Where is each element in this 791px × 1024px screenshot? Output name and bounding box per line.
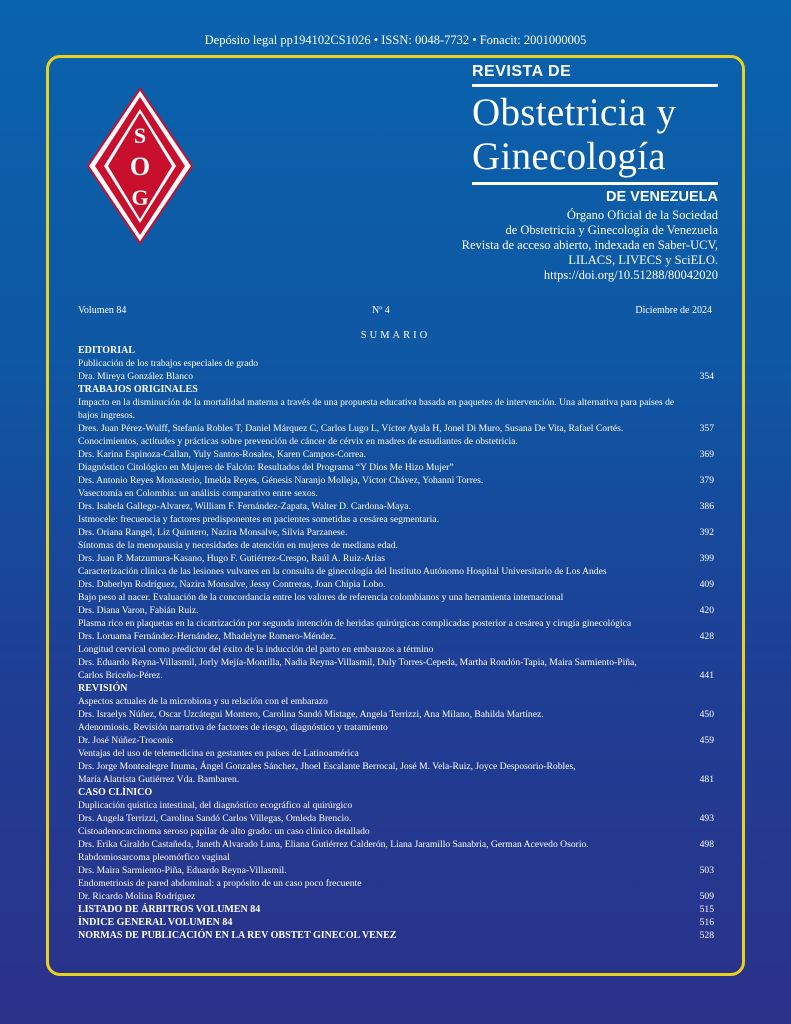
toc-article-title[interactable] bbox=[78, 877, 714, 890]
toc-page-number: 428 bbox=[699, 631, 714, 642]
toc-page-number: 516 bbox=[699, 917, 714, 928]
masthead-top-rule bbox=[472, 84, 718, 87]
legal-deposit-line: Depósito legal pp194102CS1026 • ISSN: 0048-7732 • Fonacit: 2001000005 bbox=[204, 33, 587, 47]
toc-article-title[interactable] bbox=[78, 565, 714, 578]
toc-entry-text: Rabdomiosarcoma pleomórfico vaginal bbox=[78, 852, 230, 863]
masthead-subtitle: DE VENEZUELA bbox=[606, 189, 718, 205]
toc-entry-text: Adenomiosis. Revisión narrativa de factores de riesgo, diagnóstico y tratamiento bbox=[78, 722, 388, 733]
toc-page-number: 379 bbox=[699, 475, 714, 486]
toc-article-authors bbox=[78, 864, 714, 877]
toc-article-authors bbox=[78, 500, 714, 513]
toc-entry-text: LISTADO DE ÁRBITROS VOLUMEN 84 bbox=[78, 904, 261, 915]
toc-entry-text: Drs. Antonio Reyes Monasterio, Imelda Reyes, Génesis Naranjo Molleja, Víctor Chávez, Yohanni Torres. bbox=[78, 475, 484, 486]
toc-entry-text: Caracterización clínica de las lesiones vulvares en la consulta de ginecología del Instituto Autónomo Hospital Universitario de Los Andes bbox=[78, 566, 607, 577]
toc-entry-text: Diagnóstico Citológico en Mujeres de Falcón: Resultados del Programa “Y Dios Me Hizo Mujer” bbox=[78, 462, 454, 473]
toc-page-number: 369 bbox=[699, 449, 714, 460]
toc-article-authors bbox=[78, 448, 714, 461]
toc-entry-text: Drs. Angela Terrizzi, Carolina Sandó Carlos Villegas, Omleda Brencio. bbox=[78, 813, 352, 824]
toc-entry-text: Drs. Loruama Fernández-Hernández, Mhadelyne Romero-Méndez. bbox=[78, 631, 337, 642]
toc-entry-text: CASO CLÍNICO bbox=[78, 787, 153, 798]
toc-article-title[interactable] bbox=[78, 695, 714, 708]
toc-article-authors bbox=[78, 422, 714, 435]
toc-article-title[interactable] bbox=[78, 591, 714, 604]
toc-page-number: 386 bbox=[699, 501, 714, 512]
toc-page-number: 509 bbox=[699, 891, 714, 902]
toc-entry-text: Síntomas de la menopausia y necesidades de atención en mujeres de mediana edad. bbox=[78, 540, 398, 551]
toc-article-title[interactable] bbox=[78, 643, 714, 656]
toc-article-title[interactable] bbox=[78, 851, 714, 864]
toc-article-title[interactable] bbox=[78, 357, 714, 370]
toc-entry-text: María Alatrista Gutiérrez Vda. Bambaren. bbox=[78, 774, 240, 785]
toc-section-heading bbox=[78, 682, 714, 695]
toc-article-authors bbox=[78, 526, 714, 539]
toc-entry-text: TRABAJOS ORIGINALES bbox=[78, 384, 198, 395]
org-line: de Obstetricia y Ginecología de Venezuela bbox=[505, 223, 718, 237]
toc-entry-text: Drs. Jorge Montealegre Inuma, Ángel Gonzales Sánchez, Jhoel Escalante Berrocal, José M. Vela-Ruiz, Joyce Desposorio-Robles, bbox=[78, 761, 576, 772]
toc-article-authors bbox=[78, 656, 714, 669]
toc-article-authors bbox=[78, 370, 714, 383]
toc-entry-text: Istmocele: frecuencia y factores predisponentes en pacientes sometidas a cesárea segmentaria. bbox=[78, 514, 439, 525]
toc-article-authors bbox=[78, 474, 714, 487]
toc-entry-text: Impacto en la disminución de la mortalidad materna a través de una propuesta educativa basada en paquetes de intervención. Una alternativa para países de bajos ingresos. bbox=[78, 397, 675, 421]
logo-letter-o: O bbox=[129, 152, 151, 181]
toc-entry-text: Drs. Maira Sarmiento-Piña, Eduardo Reyna-Villasmil. bbox=[78, 865, 287, 876]
issue-date: Diciembre de 2024 bbox=[635, 305, 712, 316]
toc-entry-text: Endometriosis de pared abdominal: a propósito de un caso poco frecuente bbox=[78, 878, 362, 889]
toc-article-authors bbox=[78, 812, 714, 825]
toc-entry-text: Bajo peso al nacer. Evaluación de la concordancia entre los valores de referencia colombianos y una herramienta internacional bbox=[78, 592, 564, 603]
sumario-heading: SUMARIO bbox=[360, 330, 431, 341]
toc-entry-text: Drs. Isabela Gallego-Alvarez, William F. Fernández-Zapata, Walter D. Cardona-Maya. bbox=[78, 501, 411, 512]
toc-page-number: 450 bbox=[699, 709, 714, 720]
toc-article-title[interactable] bbox=[78, 396, 714, 422]
issue-volume: Volumen 84 bbox=[78, 305, 127, 316]
toc-entry-text: Longitud cervical como predictor del éxito de la inducción del parto en embarazos a término bbox=[78, 644, 434, 655]
toc-entry-text: Drs. Karina Espinoza-Callan, Yuly Santos-Rosales, Karen Campos-Correa. bbox=[78, 449, 366, 460]
toc-article-authors bbox=[78, 760, 714, 773]
toc-entry-text: Publicación de los trabajos especiales de grado bbox=[78, 358, 259, 369]
toc-page-number: 481 bbox=[699, 774, 714, 785]
toc-back-matter-entry[interactable] bbox=[78, 916, 714, 929]
logo-letter-g: G bbox=[131, 185, 149, 210]
toc-article-authors bbox=[78, 890, 714, 903]
society-logo bbox=[86, 87, 194, 245]
toc-article-authors bbox=[78, 773, 714, 786]
toc-page-number: 357 bbox=[699, 423, 714, 434]
toc-entry-text: Conocimientos, actitudes y prácticas sobre prevención de cáncer de cérvix en madres de estudiantes de obstetricia. bbox=[78, 436, 518, 447]
toc-page-number: 459 bbox=[699, 735, 714, 746]
organization-info bbox=[462, 208, 718, 283]
toc-entry-text: Drs. Oriana Rangel, Liz Quintero, Nazira Monsalve, Silvia Parzanese. bbox=[78, 527, 348, 538]
toc-page-number: 503 bbox=[699, 865, 714, 876]
masthead-bottom-rule bbox=[472, 182, 718, 185]
toc-entry-text: REVISIÓN bbox=[78, 683, 128, 694]
toc-entry-text: Duplicación quística intestinal, del diagnóstico ecográfico al quirúrgico bbox=[78, 800, 353, 811]
toc-entry-text: Aspectos actuales de la microbiota y su relación con el embarazo bbox=[78, 696, 328, 707]
toc-article-authors bbox=[78, 578, 714, 591]
toc-article-title[interactable] bbox=[78, 435, 714, 448]
toc-entry-text: Cistoadenocarcinoma seroso papilar de alto grado: un caso clínico detallado bbox=[78, 826, 370, 837]
masthead-title-line2: Ginecología bbox=[472, 135, 666, 178]
toc-article-title[interactable] bbox=[78, 825, 714, 838]
org-line: LILACS, LIVECS y SciELO. bbox=[568, 253, 718, 267]
toc-entry-text: Carlos Briceño-Pérez. bbox=[78, 670, 163, 681]
toc-article-authors bbox=[78, 708, 714, 721]
toc-article-authors bbox=[78, 604, 714, 617]
toc-entry-text: Drs. Juan P. Matzumura-Kasano, Hugo F. Gutiérrez-Crespo, Raúl A. Ruiz-Arias bbox=[78, 553, 385, 564]
toc-entry-text: ÍNDICE GENERAL VOLUMEN 84 bbox=[78, 917, 233, 928]
toc-entry-text: Vasectomía en Colombia: un análisis comparativo entre sexos. bbox=[78, 488, 318, 499]
toc-page-number: 409 bbox=[699, 579, 714, 590]
toc-page-number: 399 bbox=[699, 553, 714, 564]
toc-page-number: 392 bbox=[699, 527, 714, 538]
toc-page-number: 441 bbox=[699, 670, 714, 681]
toc-entry-text: Drs. Daberlyn Rodríguez, Nazira Monsalve, Jessy Contreras, Joan Chipia Lobo. bbox=[78, 579, 386, 590]
toc-article-title[interactable] bbox=[78, 487, 714, 500]
toc-page-number: 354 bbox=[699, 371, 714, 382]
toc-entry-text: Dr. José Núñez-Troconis bbox=[78, 735, 174, 746]
toc-article-title[interactable] bbox=[78, 721, 714, 734]
toc-entry-text: Drs. Diana Varon, Fabián Ruiz. bbox=[78, 605, 199, 616]
toc-entry-text: Ventajas del uso de telemedicina en gestantes en países de Latinoamérica bbox=[78, 748, 359, 759]
toc-article-title[interactable] bbox=[78, 799, 714, 812]
toc-entry-text: Drs. Israelys Núñez, Oscar Uzcátegui Montero, Carolina Sandó Mistage, Angela Terrizzi, Ana Milano, Bahilda Martínez. bbox=[78, 709, 544, 720]
toc-page-number: 515 bbox=[699, 904, 714, 915]
toc-section-heading bbox=[78, 383, 714, 396]
toc-article-authors bbox=[78, 838, 714, 851]
logo-letter-s: S bbox=[133, 123, 147, 148]
toc-entry-text: NORMAS DE PUBLICACIÓN EN LA REV OBSTET GINECOL VENEZ bbox=[78, 930, 397, 941]
toc-page-number: 528 bbox=[699, 930, 714, 941]
masthead-title-line1: Obstetricia y bbox=[472, 91, 677, 134]
issue-number: Nº 4 bbox=[371, 305, 390, 316]
toc-article-authors bbox=[78, 734, 714, 747]
table-of-contents bbox=[78, 344, 714, 942]
toc-article-title[interactable] bbox=[78, 747, 714, 760]
doi-link[interactable]: https://doi.org/10.51288/80042020 bbox=[543, 268, 718, 282]
toc-section-heading bbox=[78, 786, 714, 799]
toc-article-title[interactable] bbox=[78, 539, 714, 552]
toc-article-authors bbox=[78, 630, 714, 643]
toc-entry-text: Dr. Ricardo Molina Rodríguez bbox=[78, 891, 196, 902]
toc-entry-text: Plasma rico en plaquetas en la cicatrización por segunda intención de heridas quirúrgicas complicadas posterior a cesárea y cirugía ginecológica bbox=[78, 618, 632, 629]
toc-entry-text: Dra. Mireya González Blanco bbox=[78, 371, 194, 382]
toc-page-number: 420 bbox=[699, 605, 714, 616]
toc-entry-text: Drs. Eduardo Reyna-Villasmil, Jorly Mejía-Montilla, Nadia Reyna-Villasmil, Duly Torres-Cepeda, Martha Rondón-Tapia, Maira Sarmiento-Piña, bbox=[78, 657, 637, 668]
toc-article-authors bbox=[78, 669, 714, 682]
toc-entry-text: Dres. Juan Pérez-Wulff, Stefanía Robles T, Daniel Márquez C, Carlos Lugo L, Víctor Ayala H, Jonel Di Muro, Susana De Vita, Rafael Cortés. bbox=[78, 423, 624, 434]
toc-section-heading bbox=[78, 344, 714, 357]
toc-article-title[interactable] bbox=[78, 461, 714, 474]
toc-back-matter-entry[interactable] bbox=[78, 929, 714, 942]
toc-article-authors bbox=[78, 552, 714, 565]
masthead bbox=[472, 63, 718, 205]
org-line: Órgano Oficial de la Sociedad bbox=[566, 208, 718, 222]
masthead-revista-de: REVISTA DE bbox=[472, 63, 572, 80]
toc-page-number: 498 bbox=[699, 839, 714, 850]
toc-back-matter-entry[interactable] bbox=[78, 903, 714, 916]
toc-article-title[interactable] bbox=[78, 513, 714, 526]
toc-entry-text: EDITORIAL bbox=[78, 345, 136, 356]
issue-info bbox=[78, 305, 712, 316]
toc-entry-text: Drs. Erika Giraldo Castañeda, Janeth Alvarado Luna, Eliana Gutiérrez Calderón, Liana Jaramillo Sanabria, German Acevedo Osorio. bbox=[78, 839, 589, 850]
org-line: Revista de acceso abierto, indexada en Saber-UCV, bbox=[461, 238, 718, 252]
toc-page-number: 493 bbox=[699, 813, 714, 824]
toc-article-title[interactable] bbox=[78, 617, 714, 630]
